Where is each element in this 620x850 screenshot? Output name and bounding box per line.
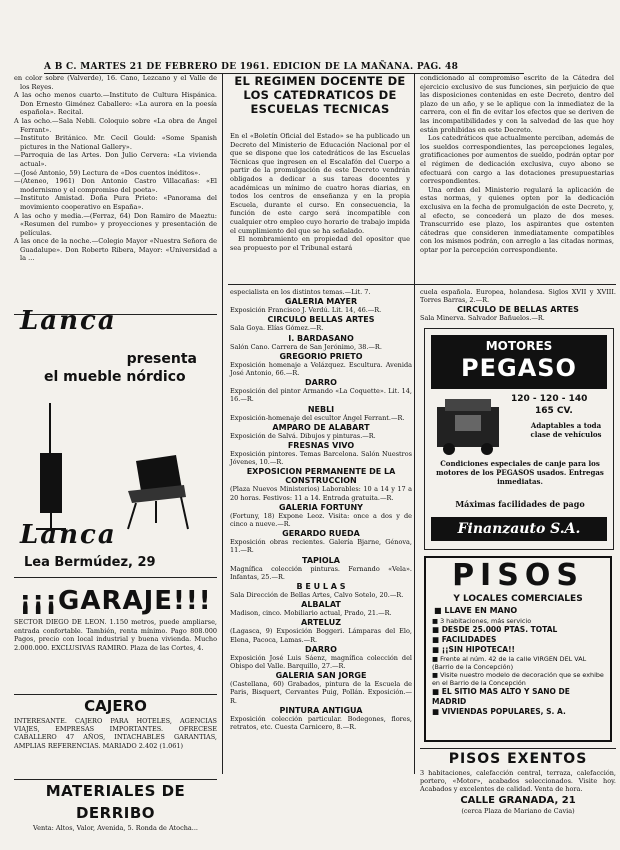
venue-text: Salón Cano. Carrera de San Jerónimo, 38.—R. [230, 342, 382, 351]
lanca-presenta: presenta [126, 351, 197, 367]
left-column [14, 74, 217, 832]
venue-name: NEBLI [307, 404, 335, 414]
pisos-item [432, 707, 604, 717]
lamp-chair-illustration [16, 393, 216, 533]
exentos-title: PISOS EXENTOS [448, 751, 588, 767]
exentos-foot: (cerca Plaza de Mariano de Cavia) [461, 806, 575, 815]
listing-item: A las ocho.—Sala Nebli. Coloquio sobre «La obra de Ángel Ferrant». [14, 116, 217, 134]
pisos-item-text: Frente al núm. 42 de la calle VIRGEN DEL VAL (Barrio de la Concepción) [432, 655, 587, 671]
listing-item: —Instituto Amistad. Doña Pura Prieto: «Panorama del movimiento cooperativo en España». [14, 194, 217, 211]
venue-text: Exposición obras recientes. Galería Bjarne, Génova, 11.—R. [230, 538, 412, 555]
pisos-item-text: 3 habitaciones, más servicio [440, 617, 532, 625]
listing-item: A las once de la noche.—Colegio Mayor «Nuestra Señora de Guadalupe». Don Roberto Ribera, Mayor: «Universidad a la ... [14, 237, 217, 263]
pegaso-motores: MOTORES [485, 339, 553, 353]
venue-name: FRESNAS VIVO [287, 441, 355, 451]
venue-name: B E U L A S [296, 582, 346, 592]
venue-name: AMPARO DE ALABART [272, 422, 370, 432]
venue-name: I. BARDASANO [288, 333, 354, 343]
pegaso-adaptables: Adaptables a toda clase de vehículos [530, 421, 602, 439]
lanca-address: Lea Bermúdez, 29 [24, 555, 156, 570]
article-col-1 [230, 132, 410, 252]
venue-text: Exposición homenaje a Velázquez. Escultura. Avenida José Antonio, 66.—R. [230, 360, 412, 378]
exentos-body: 3 habitaciones, calefacción central, terraza, calefacción, portero, «Motor», acabados seleccionados. Visite hoy. Acabados y excelentes de calidad. Venta de hora. [420, 769, 616, 794]
pisos-item [432, 635, 604, 645]
pisos-item-text: DESDE 25.000 PTAS. TOTAL [441, 625, 558, 634]
venue-text: Exposición Francisco J. Verdú. Lit. 14, 46.—R. [230, 306, 382, 315]
bullet-icon: ■ [432, 635, 442, 644]
pisos-items [426, 617, 610, 717]
article [228, 74, 616, 282]
listing-item: A las ocho y media.—(Ferraz, 64) Don Ramiro de Maeztu: «Resumen del rumbo» y proyecciones y presentación de películas. [14, 211, 217, 237]
bullet-icon: ■ [432, 645, 442, 654]
article-paragraph: Los catedráticos que actualmente perciban, además de los sueldos correspondientes, las percepciones legales, gratificaciones por aumentos de sueldo, podrán optar por el régimen de dedicación exclusiva, cuyo abono se efectuará con cargo a las dotaciones presupuestarias correspondientes. [420, 134, 614, 186]
pisos-item [432, 617, 604, 625]
article-title: EL REGIMEN DOCENTE DE LOS CATEDRATICOS DE ESCUELAS TECNICAS [234, 74, 406, 116]
lanca-logo-top: Lanca [20, 306, 117, 336]
venue-text: (Castellana, 60) Grabados, pintura de la Escuela de Paris, Bisquert, Cervantes Puig, Pollán. Exposición.—R. [230, 680, 412, 705]
bullet-icon: ■ [432, 687, 442, 696]
venue-name: GERARDO RUEDA [282, 529, 360, 539]
bullet-icon: ■ [432, 625, 442, 634]
venue-text: Exposición de Salvá. Dibujos y pinturas.—R. [230, 431, 376, 440]
right-column [420, 288, 616, 848]
pegaso-power: 120 - 120 - 140 [511, 394, 588, 404]
venue-name: PINTURA ANTIGUA [279, 705, 363, 715]
listing-item: —Parroquia de las Artes. Don Julio Cervera: «La vivienda actual». [14, 151, 217, 168]
pegaso-header-block [431, 335, 607, 389]
cajero-ad [14, 694, 217, 773]
article-paragraph: Una orden del Ministerio regulará la aplicación de estas normas, y quienes opten por la dedicación exclusiva en la fecha de promulgación de este Decreto, y, al efecto, se concederá un plazo de dos meses. Transcurrido ese plazo, los aspirantes que ostenten cátedras que consideren inmediatamente compatibles con los mismos podrán, con arreglo a las citadas normas, optar por la percepción correspondiente. [420, 185, 614, 254]
bullet-icon: ■ [432, 655, 441, 663]
article-bottom-rule [228, 284, 616, 285]
pisos-item [432, 687, 604, 707]
garaje-title: ¡¡¡GARAJE!!! [19, 586, 212, 616]
venue-name: GALERIA MAYER [284, 297, 358, 307]
engine-illustration [431, 395, 509, 457]
pegaso-ad [424, 328, 614, 550]
exhibitions-intro: especialista en los distintos temas.—Lit. 7. [230, 288, 371, 296]
right-venue: CIRCULO DE BELLAS ARTES [457, 305, 579, 315]
garaje-ad [14, 584, 217, 684]
bullet-icon: ■ [432, 671, 441, 679]
garaje-body: SECTOR DIEGO DE LEON. 1.150 metros, puede ampliarse, entrada confortable. También, renta mínimo. Pago 808.000 Pagos, precio con local industrial y buena vivienda. Mucho 2.000.000. EXCLUSIVAS RAMIRO. Plaza de las Cortes, 4. [14, 618, 217, 652]
exentos-street: CALLE GRANADA, 21 [460, 794, 576, 806]
lanca-logo-bottom: Lanca [20, 520, 117, 550]
venue-text: Exposición pintores. Temas Barcelona. Salón Nuestros Jóvenes, 10.—R. [230, 450, 412, 467]
pisos-item-text: ¡¡SIN HIPOTECA!! [441, 645, 515, 654]
venue-text: Exposición del pintor Armando «La Coquette». Lit. 14, 16.—R. [230, 387, 412, 404]
listing-item: A las ocho menos cuarto.—Instituto de Cultura Hispánica. Don Ernesto Giménez Caballero: «La aurora en la poesía española». Recital. [14, 91, 217, 117]
venue-name: EXPOSICION PERMANENTE DE LA CONSTRUCCION [246, 467, 396, 486]
venue-text: (Fortuny, 18) Expone Leoz. Visita: once a dos y de cinco a nueve.—R. [230, 511, 412, 529]
pegaso-brand: PEGASO [461, 354, 577, 382]
venue-text: Exposición-homenaje del escultor Ángel Ferrant.—R. [230, 413, 405, 422]
venue-text: Exposición José Luis Sáenz, magnífica colección del Obispo del Valle. Barquillo, 27.—R. [230, 653, 412, 671]
lecture-listings [14, 74, 217, 310]
right-top-text: cuela española. Europea, holandesa. Siglos XVII y XVIII. Torres Barras, 2.—R. [420, 288, 616, 305]
lanca-ad [14, 306, 217, 578]
cajero-body: INTERESANTE. CAJERO PARA HOTELES, AGENCIAS VIAJES, EMPRESAS IMPORTANTES. OFRECESE CABALLERO 47 AÑOS, INTACHABLES GARANTIAS, AMPLIAS REFERENCIAS. MARIADO 2.402 (1.061) [14, 717, 217, 750]
pisos-ad [424, 556, 612, 742]
pegaso-cv: 165 CV. [535, 406, 573, 416]
pisos-item [432, 645, 604, 655]
pisos-item-text: FACILIDADES [441, 635, 497, 644]
pisos-title: PISOS [452, 558, 584, 593]
page-header: A B C. MARTES 21 DE FEBRERO DE 1961. EDICION DE LA MAÑANA. PAG. 48 [44, 62, 524, 74]
venue-name: DARRO [305, 644, 337, 654]
derribo-ad [14, 779, 217, 850]
listing-item: —(José Antonio, 59) Lectura de «Dos cuentos inéditos». [14, 168, 201, 177]
right-venue-text: Sala Minerva. Salvador Bañuelos.—R. [420, 314, 545, 323]
venue-name: GALERIA SAN JORGE [275, 671, 367, 681]
venue-name: CIRCULO BELLAS ARTES [267, 315, 375, 325]
pisos-item [432, 671, 604, 687]
listing-item: —(Ateneo, 1961) Don Antonio Castro Villacañas: «El modernismo y el compromiso del poeta». [14, 177, 217, 194]
column-rule-1 [222, 74, 223, 774]
venue-name: GREGORIO PRIETO [279, 351, 363, 361]
venue-text: (Lagasca, 9) Exposición Boggeri. Lámparas del Elo, Elena, Pacoca, Lamas.—R. [230, 627, 412, 644]
pegaso-condiciones: Condiciones especiales de canje para los motores de los PEGASOS usados. Entregas inmediatas. [436, 459, 604, 486]
pisos-item [432, 655, 604, 671]
article-paragraph: En el «Boletín Oficial del Estado» se ha publicado un Decreto del Ministerio de Educación Nacional por el que se dispone que los catedráticos de las Escuelas Técnicas que ingresen en el Escalafón del Cuerpo a partir de la promulgación de este Decreto vendrán obligados a dedicar a sus tareas docentes y académicas un mínimo de cuatro horas diarias, en todos los centros de enseñanza y en la propia Escuela, durante el curso. En consecuencia, la función de este cargo será incompatible con cualquier otro empleo cuyo horario de trabajo impida el cumplimiento del que se ha señalado. [230, 132, 410, 235]
pisos-item-text: EL SITIO MAS ALTO Y SANO DE MADRID [432, 687, 570, 706]
exhibitions-column [230, 288, 412, 848]
venue-text: Sala Dirección de Bellas Artes, Calvo Sotelo, 20.—R. [230, 591, 404, 600]
venue-text: Exposición colección particular. Bodegones, flores, retratos, etc. Cuesta Carnicero, 8.—R. [230, 714, 412, 732]
pegaso-footer: Finanzauto S.A. [431, 517, 607, 541]
cajero-title: CAJERO [84, 697, 147, 715]
pisos-item [432, 625, 604, 635]
pisos-item-text: Visite nuestro modelo de decoración que se exhibe en el Barrio de la Concepción [432, 671, 604, 687]
exhibition-venues [230, 297, 412, 731]
bullet-icon: ■ [432, 707, 442, 716]
venue-name: ALBALAT [301, 600, 341, 610]
listing-item: —Instituto Británico. Mr. Cecil Gould: «Some Spanish pictures in the National Gallery». [14, 134, 217, 151]
venue-text: Madison, cinco. Mobiliario actual, Prado, 21.—R. [230, 609, 392, 618]
pegaso-facilidades: Máximas facilidades de pago [455, 499, 585, 509]
venue-text: Magnífica colección pinturas. Fernando «Vela». Infantas, 25.—R. [230, 564, 412, 581]
venue-name: TAPIOLA [302, 555, 340, 565]
listing-item: en color sobre (Valverde), 16. Cano, Lezcano y el Valle de los Reyes. [14, 74, 217, 91]
derribo-body: Venta: Altos, Valor, Avenida, 5. Ronda de Atocha... [33, 824, 198, 832]
lanca-headline: el mueble nórdico [44, 369, 186, 385]
pisos-llave [426, 605, 610, 617]
bullet-icon: ■ [434, 606, 445, 615]
bullet-icon: ■ [432, 617, 441, 625]
pisos-item-text: VIVIENDAS POPULARES, S. A. [441, 707, 566, 716]
venue-name: ARTELUZ [300, 618, 342, 628]
derribo-title: MATERIALES DE DERRIBO [45, 782, 186, 822]
article-paragraph: condicionado al compromiso escrito de la Cátedra del ejercicio exclusivo de sus funciones, sin perjuicio de que las disposiciones contenidas en este Decreto, dentro del plazo de un año, y se le aplique con la inmediatez de la carrera, con el fin de evitar los efectos que se deriven de las incompatibilidades y con la salvedad de las que hoy están prohibidas en este Decreto. [420, 74, 614, 134]
pisos-subtitle: Y LOCALES COMERCIALES [453, 594, 583, 604]
venue-name: GALERIA FORTUNY [279, 502, 363, 512]
article-col-2 [420, 74, 614, 254]
exentos-ad [420, 748, 616, 849]
pisos-llave-text: LLAVE EN MANO [444, 606, 518, 615]
venue-text: Sala Goya. Elías Gómez.—R. [230, 324, 324, 333]
venue-name: DARRO [305, 378, 337, 388]
article-paragraph: El nombramiento en propiedad del opositor que sea propuesto por el Tribunal estará [230, 235, 410, 252]
venue-text: (Plaza Nuevos Ministerios) Laborables: 10 a 14 y 17 a 20 horas. Festivos: 11 a 14. Entrada gratuita.—R. [230, 485, 412, 502]
